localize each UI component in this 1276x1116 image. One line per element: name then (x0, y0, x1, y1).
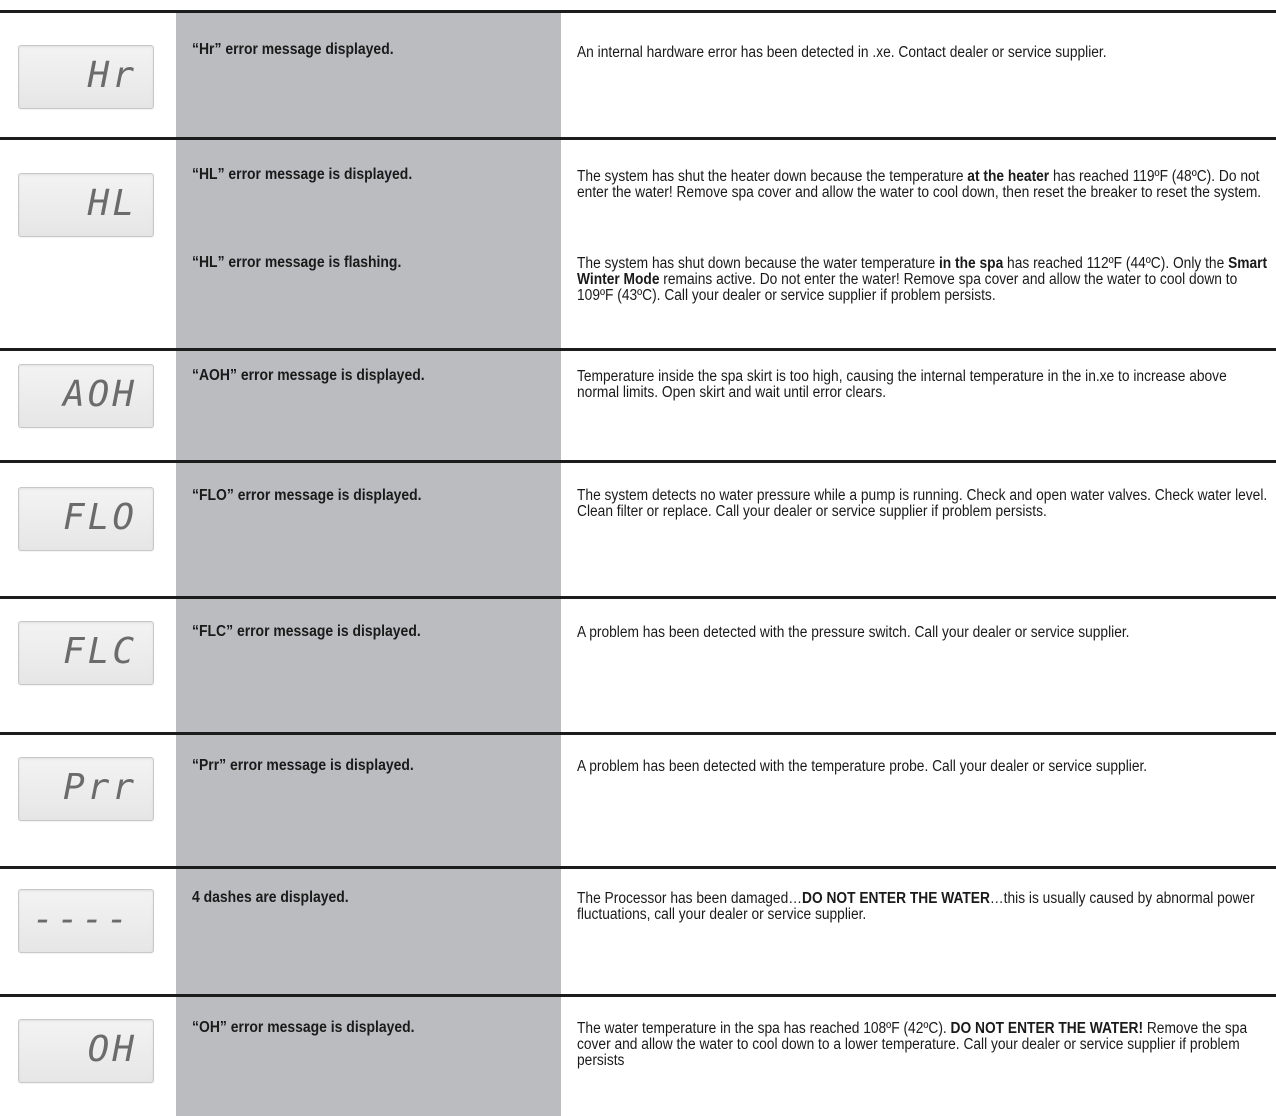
solution-text-flashing: The system has shut down because the water temperature in the spa has reached 112ºF (44ºC). Only the Smart Winter Mode remains active. Do not enter the water! Remove spa cover and allow the water to cool down to 109ºF (43ºC). Call your dealer or service supplier if problem persists. (577, 255, 1268, 304)
table-row (0, 866, 1276, 994)
condition-cell (176, 869, 561, 994)
solution-cell (561, 13, 1276, 137)
lcd-display (18, 889, 154, 953)
table-row (0, 994, 1276, 1116)
condition-text: “OH” error message is displayed. (192, 1019, 415, 1036)
solution-text: A problem has been detected with the temperature probe. Call your dealer or service supplier. (577, 758, 1148, 775)
condition-cell (176, 351, 561, 460)
lcd-readout: OH (87, 1029, 137, 1070)
solution-text: Temperature inside the spa skirt is too high, causing the internal temperature in the in.xe to increase above normal limits. Open skirt and wait until error clears. (577, 368, 1227, 401)
solution-cell (561, 351, 1276, 460)
lcd-display (18, 621, 154, 685)
table-row (0, 10, 1276, 137)
lcd-readout: AOH (62, 374, 137, 415)
condition-text: “Prr” error message is displayed. (192, 757, 414, 774)
condition-text: “AOH” error message is displayed. (192, 367, 425, 384)
solution-cell (561, 735, 1276, 866)
condition-cell (176, 997, 561, 1116)
solution-text: The Processor has been damaged…DO NOT ENTER THE WATER…this is usually caused by abnormal power fluctuations, call your dealer or service supplier. (577, 890, 1255, 923)
condition-text-flashing: “HL” error message is flashing. (192, 254, 402, 271)
condition-cell (176, 599, 561, 732)
solution-cell (561, 140, 1276, 348)
table-row (0, 137, 1276, 348)
lcd-display (18, 45, 154, 109)
display-cell (0, 13, 176, 137)
lcd-display (18, 173, 154, 237)
table-row (0, 732, 1276, 866)
display-cell (0, 869, 176, 994)
solution-text: An internal hardware error has been detected in .xe. Contact dealer or service supplier. (577, 44, 1107, 61)
condition-text: “Hr” error message displayed. (192, 41, 394, 58)
condition-cell (176, 463, 561, 596)
solution-cell (561, 869, 1276, 994)
condition-cell (176, 13, 561, 137)
lcd-display (18, 364, 154, 428)
solution-text: The system has shut the heater down because the temperature at the heater has reached 119ºF (48ºC). Do not enter the water! Remove spa cover and allow the water to cool down, then reset the breaker to reset the system. (577, 168, 1262, 201)
lcd-readout: HL (87, 183, 137, 224)
lcd-readout: FLO (62, 497, 137, 538)
lcd-readout: FLC (62, 631, 137, 672)
display-cell (0, 140, 176, 348)
solution-cell (561, 997, 1276, 1116)
solution-cell (561, 463, 1276, 596)
table-row (0, 460, 1276, 596)
lcd-display (18, 757, 154, 821)
lcd-display (18, 1019, 154, 1083)
display-cell (0, 463, 176, 596)
solution-text: A problem has been detected with the pressure switch. Call your dealer or service supplier. (577, 624, 1130, 641)
display-cell (0, 351, 176, 460)
solution-text: The system detects no water pressure while a pump is running. Check and open water valves. Check water level. Clean filter or replace. Call your dealer or service supplier if problem persists. (577, 487, 1268, 520)
lcd-readout: Prr (62, 767, 137, 808)
table-row (0, 348, 1276, 460)
display-cell (0, 997, 176, 1116)
condition-text: “FLC” error message is displayed. (192, 623, 421, 640)
table-row (0, 596, 1276, 732)
solution-cell (561, 599, 1276, 732)
lcd-readout: ---- (32, 899, 131, 940)
condition-text: “FLO” error message is displayed. (192, 487, 422, 504)
lcd-display (18, 487, 154, 551)
display-cell (0, 735, 176, 866)
display-cell (0, 599, 176, 732)
condition-text: “HL” error message is displayed. (192, 166, 413, 183)
lcd-readout: Hr (87, 55, 137, 96)
solution-text: The water temperature in the spa has reached 108ºF (42ºC). DO NOT ENTER THE WATER! Remove the spa cover and allow the water to cool down to a lower temperature. Call your dealer or service supplier if problem persists (577, 1020, 1248, 1069)
condition-text: 4 dashes are displayed. (192, 889, 349, 906)
condition-cell (176, 735, 561, 866)
condition-cell (176, 140, 561, 348)
